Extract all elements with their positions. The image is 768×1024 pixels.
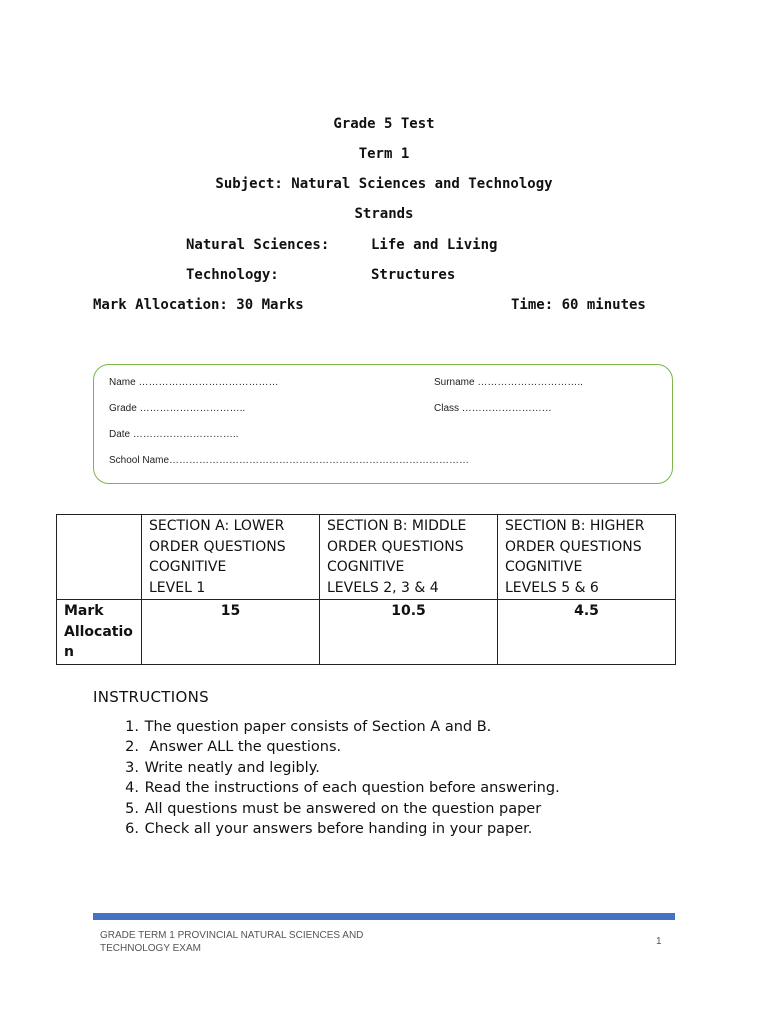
term-label: Term 1 <box>358 146 410 162</box>
section-a-header <box>142 515 320 600</box>
section-b-higher-line: LEVELS 5 & 6 <box>505 579 599 596</box>
section-a-marks: 15 <box>142 600 320 665</box>
instruction-text: Read the instructions of each question before answering. <box>144 780 560 797</box>
strand-label-natural-sciences: Natural Sciences: <box>186 237 330 253</box>
learner-info-box <box>93 364 673 484</box>
instructions-list <box>93 717 560 839</box>
section-b-middle-header <box>320 515 498 600</box>
instruction-item <box>93 737 560 757</box>
instruction-item <box>93 758 560 778</box>
strand-value-natural-sciences: Life and Living <box>371 237 498 253</box>
instruction-text: Write neatly and legibly. <box>144 759 320 776</box>
subject-label: Subject: Natural Sciences and Technology <box>215 176 553 192</box>
instruction-item <box>93 819 560 839</box>
instructions-title: INSTRUCTIONS <box>93 688 209 706</box>
instruction-number: 6. <box>125 820 139 837</box>
school-name-field[interactable]: School Name……………………………………………………………………………… <box>109 455 470 466</box>
footer-exam-title <box>100 930 400 955</box>
section-b-middle-line: SECTION B: MIDDLE <box>327 518 467 534</box>
section-header-row <box>57 515 676 600</box>
date-field[interactable]: Date ………………………….. <box>109 429 239 440</box>
instruction-text: Answer ALL the questions. <box>144 739 342 756</box>
class-field[interactable]: Class ……………………… <box>434 403 552 414</box>
instruction-text: All questions must be answered on the question paper <box>144 800 542 817</box>
section-b-middle-line: ORDER QUESTIONS <box>327 538 464 555</box>
section-b-higher-line: ORDER QUESTIONS <box>505 538 642 555</box>
section-b-middle-line: LEVELS 2, 3 & 4 <box>327 579 439 596</box>
strand-label-technology: Technology: <box>186 267 279 283</box>
test-title: Grade 5 Test <box>333 116 435 132</box>
footer-line: GRADE TERM 1 PROVINCIAL NATURAL SCIENCES AND <box>100 930 364 941</box>
section-b-higher-header <box>498 515 676 600</box>
section-b-higher-marks: 4.5 <box>498 600 676 665</box>
mark-allocation-row-label <box>57 600 142 665</box>
instruction-item <box>93 717 560 737</box>
section-b-higher-line: COGNITIVE <box>505 559 583 575</box>
instruction-number: 4. <box>125 780 139 797</box>
row-label-line: Allocatio <box>64 623 133 640</box>
instruction-item <box>93 778 560 798</box>
row-label-line: n <box>64 644 74 660</box>
footer-line: TECHNOLOGY EXAM <box>100 942 201 954</box>
mark-allocation-row <box>57 600 676 665</box>
time-allocation: Time: 60 minutes <box>511 297 646 313</box>
instruction-number: 2. <box>125 739 139 756</box>
section-b-middle-marks: 10.5 <box>320 600 498 665</box>
mark-allocation: Mark Allocation: 30 Marks <box>93 297 304 313</box>
row-label-line: Mark <box>64 603 104 619</box>
strands-label: Strands <box>354 206 414 222</box>
section-a-line: LEVEL 1 <box>149 579 206 596</box>
strand-value-technology: Structures <box>371 267 456 283</box>
section-a-line: COGNITIVE <box>149 559 227 575</box>
instruction-item <box>93 799 560 819</box>
instruction-number: 5. <box>125 800 139 817</box>
instruction-number: 3. <box>125 759 139 776</box>
surname-field[interactable]: Surname ………………………….. <box>434 377 583 388</box>
section-a-line: ORDER QUESTIONS <box>149 538 286 555</box>
empty-corner-cell <box>57 515 142 600</box>
instruction-text: The question paper consists of Section A and B. <box>144 719 492 735</box>
name-field[interactable]: Name …………………………………… <box>109 377 279 388</box>
section-a-line: SECTION A: LOWER <box>149 518 285 534</box>
instruction-number: 1. <box>125 719 139 735</box>
mark-allocation-table <box>56 514 676 665</box>
footer-divider-bar <box>93 913 675 920</box>
page-number: 1 <box>656 936 662 947</box>
instruction-text: Check all your answers before handing in your paper. <box>144 820 533 837</box>
section-b-middle-line: COGNITIVE <box>327 559 405 575</box>
grade-field[interactable]: Grade ………………………….. <box>109 403 246 414</box>
section-b-higher-line: SECTION B: HIGHER <box>505 518 645 534</box>
